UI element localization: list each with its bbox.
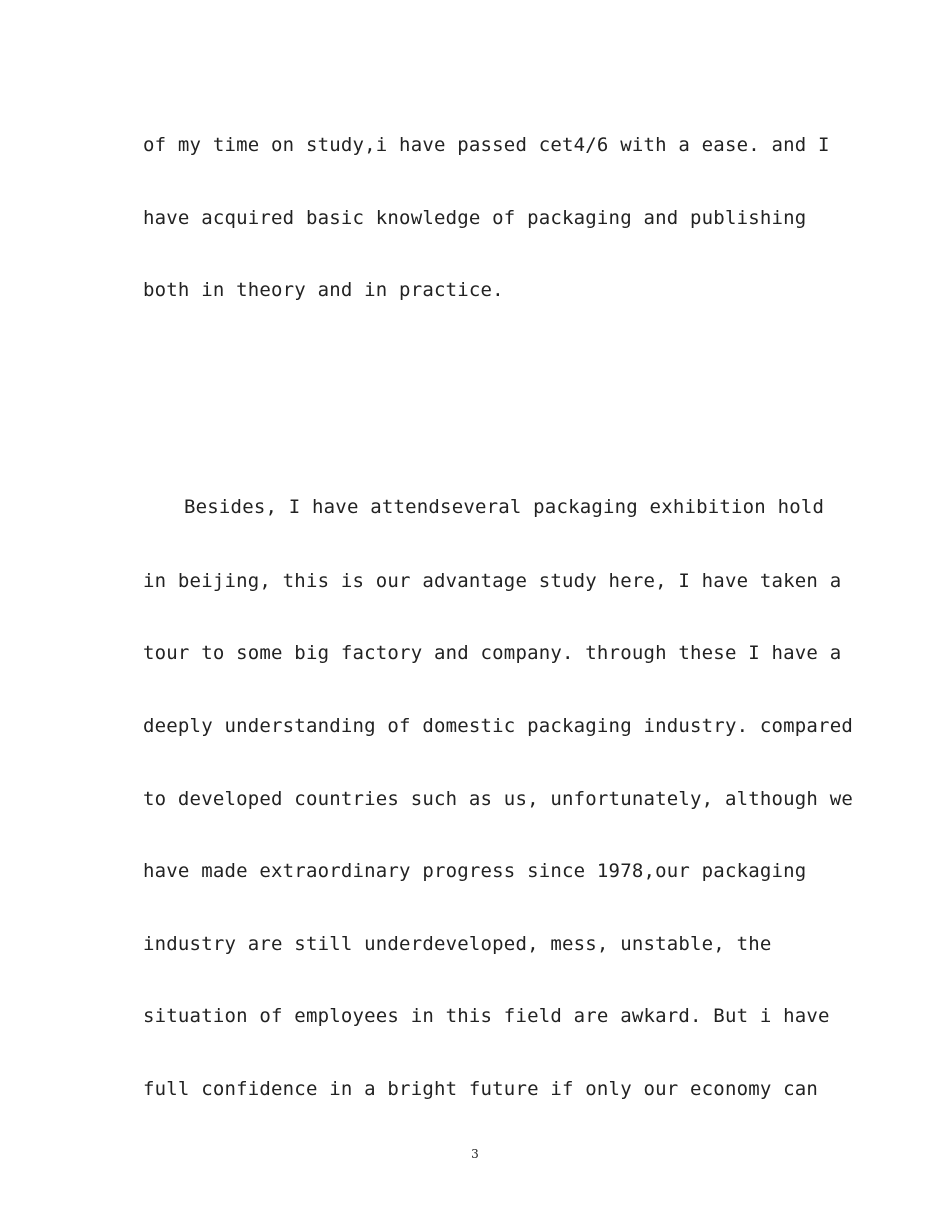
paragraph-line: Besides, I have attendseveral packaging exhibition hold: [184, 496, 825, 518]
page-number: 3: [471, 1147, 479, 1161]
paragraph-line: full confidence in a bright future if only our economy can: [143, 1078, 819, 1100]
paragraph-line: situation of employees in this field are awkard. But i have: [143, 1005, 830, 1027]
paragraph-line: deeply understanding of domestic packaging industry. compared: [143, 715, 853, 737]
paragraph-line: have made extraordinary progress since 1978,our packaging: [143, 860, 807, 882]
paragraph-line: in beijing, this is our advantage study here, I have taken a: [143, 570, 842, 592]
paragraph-line: industry are still underdeveloped, mess, unstable, the: [143, 933, 772, 955]
paragraph-line: of my time on study,i have passed cet4/6 with a ease. and I: [143, 134, 830, 156]
paragraph-line: both in theory and in practice.: [143, 279, 504, 301]
paragraph-line: tour to some big factory and company. through these I have a: [143, 642, 842, 664]
paragraph-line: to developed countries such as us, unfortunately, although we: [143, 788, 853, 810]
paragraph-line: have acquired basic knowledge of packaging and publishing: [143, 207, 807, 229]
